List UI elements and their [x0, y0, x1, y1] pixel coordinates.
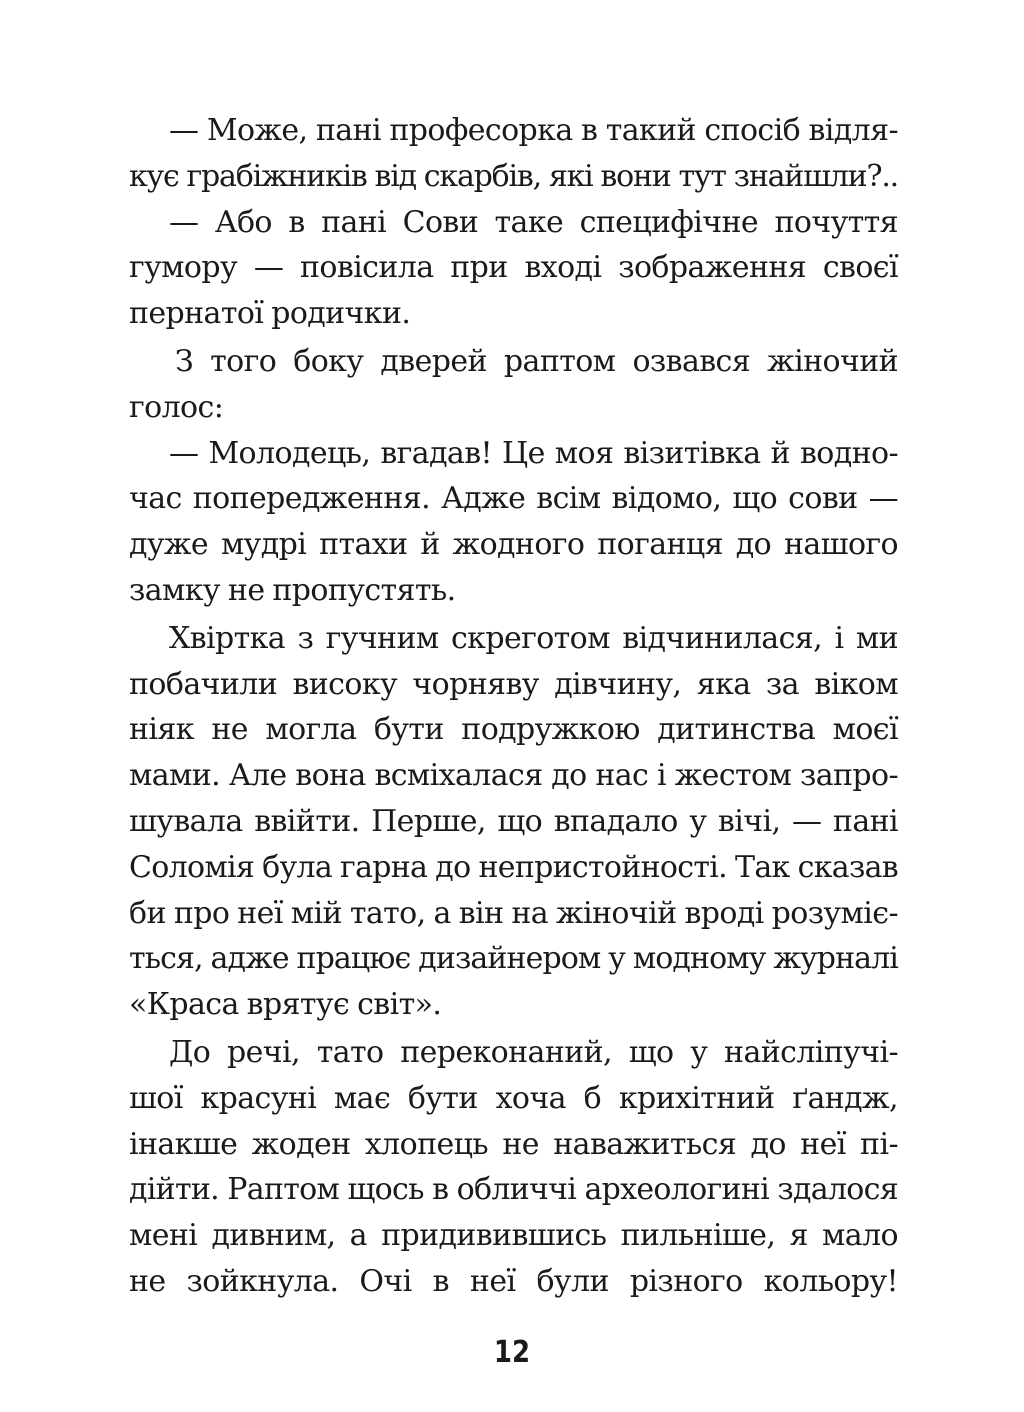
text-line: пернатої родички.: [129, 296, 411, 332]
text-line: не зойкнула. Очі в неї були різного кольору!: [129, 1263, 898, 1299]
text-line: голос:: [129, 389, 224, 425]
text-line: дуже мудрі птахи й жодного поганця до нашого: [129, 527, 898, 563]
text-line: шувала ввійти. Перше, що впадало у вічі, — пані: [129, 803, 898, 839]
text-line: побачили високу чорняву дівчину, яка за віком: [129, 666, 898, 702]
text-line: шої красуні має бути хоча б крихітний ґандж,: [129, 1080, 898, 1116]
text-line: гумору — повісила при вході зображення своєї: [129, 250, 898, 286]
text-line: ніяк не могла бути подружкою дитинства моєї: [129, 712, 898, 748]
body-text: [129, 108, 898, 1305]
text-line: Соломія була гарна до непристойності. Так сказав: [129, 849, 898, 885]
text-line: — Може, пані професорка в такий спосіб відля-: [169, 113, 898, 148]
text-line: мені дивним, а придивившись пильніше, я мало: [129, 1218, 898, 1254]
text-line: — Молодець, вгадав! Це моя візитівка й водно-: [169, 435, 898, 471]
page-number: 12: [493, 1335, 531, 1371]
text-line: «Краса врятує світ».: [129, 987, 442, 1023]
text-line: інакше жоден хлопець не наважиться до неї пі-: [129, 1126, 898, 1162]
text-line: кує грабіжників від скарбів, які вони тут знайшли?..: [129, 158, 898, 194]
text-line: би про неї мій тато, а він на жіночій вроді розуміє-: [129, 895, 898, 931]
text-line: До речі, тато переконаний, що у найсліпучі-: [169, 1034, 898, 1070]
text-line: час попередження. Адже всім відомо, що сови —: [129, 481, 898, 517]
text-line: ться, адже працює дизайнером у модному журналі: [129, 941, 898, 977]
text-line: Хвіртка з гучним скреготом відчинилася, і ми: [169, 620, 898, 656]
text-line: З того боку дверей раптом озвався жіночий: [175, 343, 898, 379]
text-line: — Або в пані Сови таке специфічне почуття: [169, 204, 898, 240]
text-line: мами. Але вона всміхалася до нас і жестом запро-: [129, 758, 898, 794]
text-line: дійти. Раптом щось в обличчі археологині здалося: [129, 1172, 898, 1208]
text-line: замку не пропустять.: [129, 572, 456, 608]
